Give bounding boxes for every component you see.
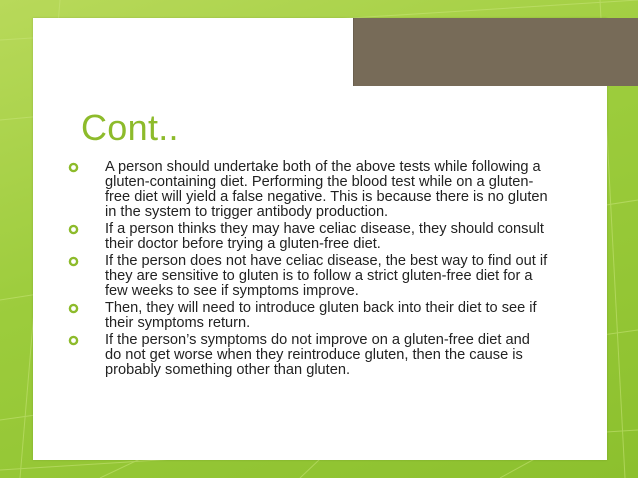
bullet-item [68, 333, 548, 378]
bullet-text: A person should undertake both of the above tests while following a gluten-containing diet. Performing the blood test while on a gluten-free diet will yield a false negative. This is because there is no gluten in the system to trigger antibody production. [105, 159, 548, 220]
bullet-item [68, 160, 548, 220]
bullet-item [68, 222, 548, 252]
bullet-text: Then, they will need to introduce gluten back into their diet to see if their symptoms return. [105, 300, 537, 331]
slide-title: Cont.. [81, 107, 179, 148]
ring-bullet-icon [68, 335, 79, 346]
ring-bullet-icon [68, 162, 79, 173]
bullet-item [68, 254, 548, 299]
bullet-item [68, 301, 548, 331]
ring-bullet-icon [68, 256, 79, 267]
bullet-list [68, 160, 548, 380]
ring-bullet-icon [68, 224, 79, 235]
ring-bullet-icon [68, 303, 79, 314]
accent-bar [353, 18, 638, 86]
bullet-text: If the person does not have celiac disease, the best way to find out if they are sensitive to gluten is to follow a strict gluten-free diet for a few weeks to see if symptoms improve. [105, 253, 548, 299]
bullet-text: If the person’s symptoms do not improve on a gluten-free diet and do not get worse when they reintroduce gluten, then the cause is probably something other than gluten. [105, 332, 530, 378]
bullet-text: If a person thinks they may have celiac disease, they should consult their doctor before trying a gluten-free diet. [105, 221, 544, 252]
